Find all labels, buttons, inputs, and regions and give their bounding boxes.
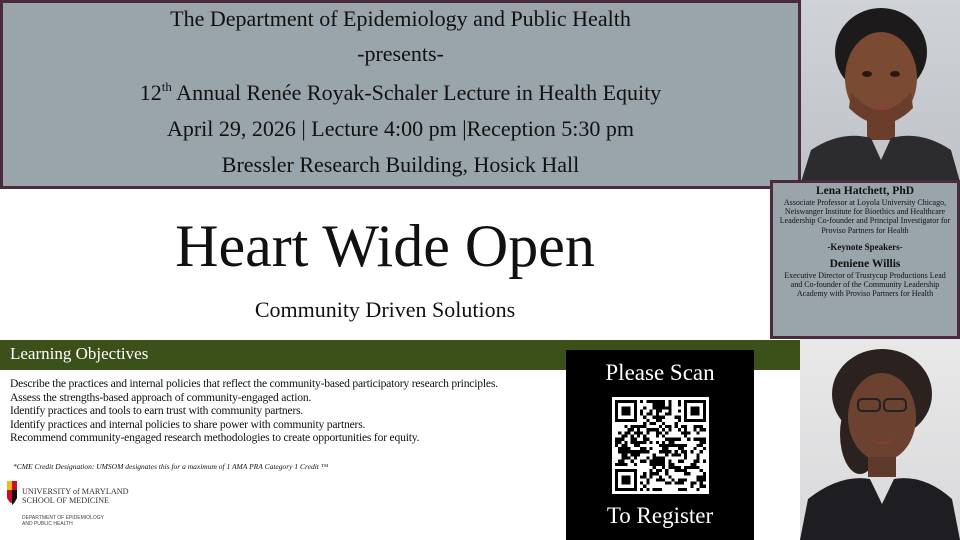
qr-code-icon: [615, 400, 706, 491]
keynote-speakers-box: [770, 180, 960, 339]
shield-icon: [6, 480, 18, 510]
header-presents: -presents-: [357, 41, 444, 66]
cme-credit-note: *CME Credit Designation: UMSOM designates this for a maximum of 1 AMA PRA Category 1 Credit ™: [13, 462, 329, 471]
logo-university-text: UNIVERSITY of MARYLAND SCHOOL OF MEDICINE: [22, 487, 129, 505]
header-lecture-title: 12th Annual Renée Royak-Schaler Lecture in Health Equity: [139, 79, 662, 105]
objective-item: Describe the practices and internal policies that reflect the community-based participatory research principles.: [10, 377, 498, 390]
header-location: Bressler Research Building, Hosick Hall: [221, 152, 580, 177]
logo-department-text: DEPARTMENT OF EPIDEMIOLOGY AND PUBLIC HEALTH: [22, 515, 104, 527]
objective-item: Identify practices and tools to earn trust with community partners.: [10, 404, 304, 418]
objective-item: Identify practices and internal policies to share power with community partners.: [10, 417, 366, 431]
learning-objectives-list: [10, 377, 555, 445]
university-logo: [6, 480, 156, 530]
event-subtitle: Community Driven Solutions: [254, 297, 516, 322]
header-department: The Department of Epidemiology and Public Health: [170, 6, 631, 31]
registration-qr-box: [566, 350, 754, 540]
scan-prompt: Please Scan: [605, 360, 715, 385]
speaker1-name: Lena Hatchett, PhD: [815, 185, 915, 197]
speaker1-description: Associate Professor at Loyola University Chicago, Neiswanger Institute for Bioethics and Healthcare Leadership Co-founder and Principal Investigator for Proviso Partners for Health: [779, 198, 951, 235]
event-header: [0, 0, 801, 189]
register-label: To Register: [606, 503, 714, 528]
speaker2-name: Deniene Willis: [829, 257, 901, 270]
objective-item: Recommend community-engaged research methodologies to create opportunities for equity.: [10, 431, 420, 445]
learning-objectives-heading: Learning Objectives: [0, 340, 800, 370]
keynote-label: -Keynote Speakers-: [827, 241, 903, 252]
speaker2-description: Executive Director of Trustycup Productions Lead and Co-founder of the Community Leadership Academy with Proviso Partners for Health: [784, 270, 946, 299]
objective-item: Assess the strengths-based approach of community-engaged action.: [10, 390, 312, 404]
speaker-photo-deniene-willis: [800, 339, 960, 540]
qr-code[interactable]: [612, 397, 709, 494]
event-title: Heart Wide Open: [175, 213, 595, 279]
speaker-photo-lena-hatchett: [801, 0, 960, 182]
header-date-time: April 29, 2026 | Lecture 4:00 pm |Reception 5:30 pm: [166, 116, 635, 141]
